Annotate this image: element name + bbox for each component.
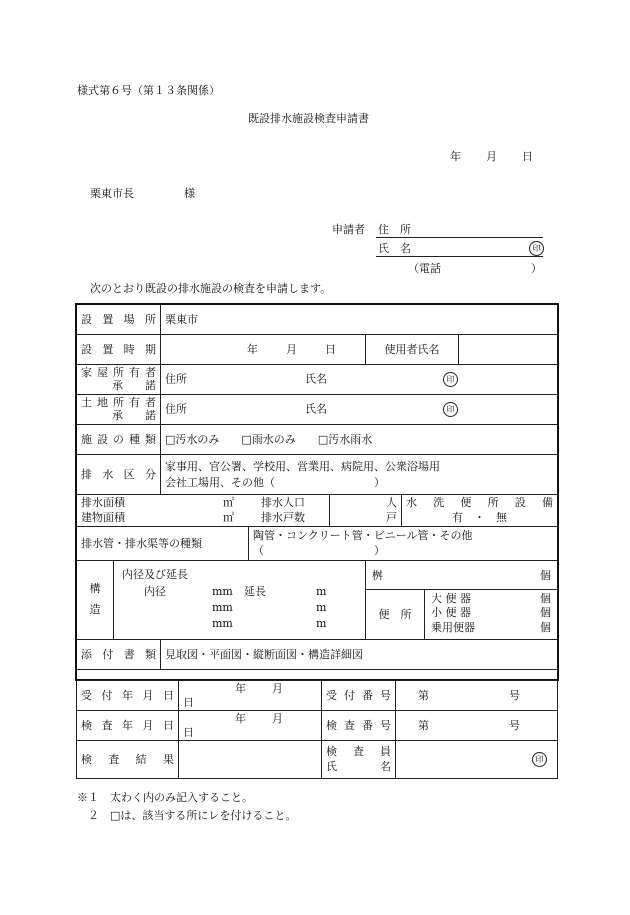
flush-toilet-option[interactable]: 有 ・ 無 xyxy=(452,510,507,524)
length-unit-3: m xyxy=(316,616,327,630)
facility-type-label: 施設の種類 xyxy=(81,432,156,446)
building-area-unit: ㎡ xyxy=(223,510,234,524)
toilet-small: 小 便 器 xyxy=(431,606,471,620)
land-owner-field[interactable] xyxy=(161,395,558,425)
location-value[interactable]: 栗東市 xyxy=(161,305,558,335)
land-owner-label: 土地所有者 xyxy=(81,396,156,410)
building-area-label: 建物面積 xyxy=(81,510,125,524)
applicant-label: 申請者 xyxy=(332,223,365,236)
date-year: 年 xyxy=(450,150,461,163)
pipe-type-line-1[interactable]: 陶管・コンクリート管・ビニール管・その他 xyxy=(253,529,473,543)
toilet-other: 乗用便器 xyxy=(431,620,475,634)
install-day: 日 xyxy=(325,342,336,356)
install-date-label: 設置時期 xyxy=(81,342,156,356)
applicant-name-label: 氏 名 xyxy=(378,242,411,255)
diameter-unit-2: mm xyxy=(212,600,233,614)
drain-class-label: 排水区分 xyxy=(81,467,156,481)
drain-class-line-1[interactable]: 家事用、官公署、学校用、営業用、病院用、公衆浴場用 xyxy=(165,460,440,474)
house-owner-address-label: 住所 xyxy=(165,372,187,386)
facility-option-sewage[interactable]: □汚水のみ xyxy=(165,432,220,446)
receipt-number-label: 受付番号 xyxy=(326,688,391,702)
install-year: 年 xyxy=(247,342,258,356)
applicant-name-line[interactable] xyxy=(376,256,543,257)
date-month: 月 xyxy=(486,150,497,163)
flush-toilet-label: 水洗便所設備 xyxy=(406,495,553,509)
user-name-field[interactable] xyxy=(459,335,558,365)
drain-houses-label: 排水戸数 xyxy=(261,510,305,524)
inspect-date-field[interactable]: 年 月日 xyxy=(179,711,322,741)
date-day: 日 xyxy=(522,150,533,163)
toilet-small-unit: 個 xyxy=(540,606,551,620)
house-owner-name-label: 氏名 xyxy=(305,372,327,386)
install-month: 月 xyxy=(286,342,297,356)
land-owner-name-label: 氏名 xyxy=(305,402,327,416)
drain-population-label: 排水人口 xyxy=(261,495,305,509)
inspector-field[interactable] xyxy=(396,741,558,779)
applicant-phone-close: ） xyxy=(531,262,542,275)
receipt-date-field[interactable]: 年 月日 xyxy=(179,681,322,711)
seal-icon: 印 xyxy=(443,372,458,387)
toilet-other-unit: 個 xyxy=(540,620,551,634)
attachments-label: 添付書類 xyxy=(81,647,156,661)
toilet-large-unit: 個 xyxy=(540,592,551,605)
toilet-label: 便 所 xyxy=(366,590,425,639)
drain-class-line-2[interactable]: 会社工場用、その他（ ） xyxy=(165,475,385,489)
structure-label: 構造 xyxy=(77,561,114,640)
note-2: ２ □は、該当する所にレを付けること。 xyxy=(77,809,297,822)
inspector-label: 検 査 員 xyxy=(326,745,391,759)
location-label: 設置場所 xyxy=(81,312,156,326)
land-owner-address-label: 住所 xyxy=(165,402,187,416)
form-number: 様式第６号（第１３条関係） xyxy=(77,84,220,97)
applicant-phone-label: （電話 xyxy=(408,262,441,275)
user-name-label: 使用者氏名 xyxy=(366,335,459,365)
inspect-number-label: 検査番号 xyxy=(326,718,391,732)
intro-text: 次のとおり既設の排水施設の検査を申請します。 xyxy=(90,282,332,295)
population-unit: 人 xyxy=(386,495,397,509)
length-label: 延長 xyxy=(244,584,266,598)
result-field[interactable] xyxy=(179,741,322,779)
diameter-label: 内径 xyxy=(144,584,166,598)
seal-icon: 印 xyxy=(443,402,458,417)
seal-icon: 印 xyxy=(529,241,544,256)
facility-option-rain[interactable]: □雨水のみ xyxy=(241,432,296,446)
house-owner-field[interactable] xyxy=(161,365,558,395)
addressee-honorific: 様 xyxy=(184,187,195,200)
land-owner-consent: 承 諾 xyxy=(112,408,156,422)
diameter-heading: 内径及び延長 xyxy=(122,568,188,581)
install-date-field[interactable] xyxy=(161,335,366,365)
houses-unit: 戸 xyxy=(386,510,397,524)
basin-unit: 個 xyxy=(540,569,551,582)
inspect-number-field[interactable]: 第 号 xyxy=(396,711,558,741)
house-owner-label: 家屋所有者 xyxy=(81,366,156,380)
note-1: ※１ 太わく内のみ記入すること。 xyxy=(77,791,253,804)
diameter-unit-3: mm xyxy=(212,616,233,630)
length-unit-1: m xyxy=(316,584,327,598)
drain-area-unit: ㎡ xyxy=(223,495,234,509)
attachments-value: 見取図・平面図・縦断面図・構造詳細図 xyxy=(161,640,558,670)
page-title: 既設排水施設検査申請書 xyxy=(248,112,369,125)
applicant-address-line[interactable] xyxy=(376,237,543,238)
seal-icon: 印 xyxy=(532,752,547,767)
inspect-date-label: 検査年月日 xyxy=(81,718,174,732)
inspector-name-label: 氏 名 xyxy=(326,759,391,773)
facility-option-both[interactable]: □汚水雨水 xyxy=(317,432,373,446)
pipe-type-line-2[interactable]: （ ） xyxy=(253,543,385,557)
application-table xyxy=(76,304,558,670)
diameter-unit-1: mm xyxy=(212,584,233,598)
receipt-date-label: 受付年月日 xyxy=(81,688,174,702)
drain-area-label: 排水面積 xyxy=(81,495,125,509)
office-table xyxy=(76,680,558,779)
receipt-number-field[interactable]: 第 号 xyxy=(396,681,558,711)
house-owner-consent: 承 諾 xyxy=(112,378,156,392)
pipe-type-label: 排水管・排水渠等の種類 xyxy=(77,527,249,561)
toilet-large: 大 便 器 xyxy=(431,592,471,605)
length-unit-2: m xyxy=(316,600,327,614)
basin-label: 桝 xyxy=(372,569,383,582)
addressee-name: 栗東市長 xyxy=(90,187,134,200)
applicant-address-label: 住 所 xyxy=(378,223,411,236)
result-label: 検査結果 xyxy=(81,752,174,766)
